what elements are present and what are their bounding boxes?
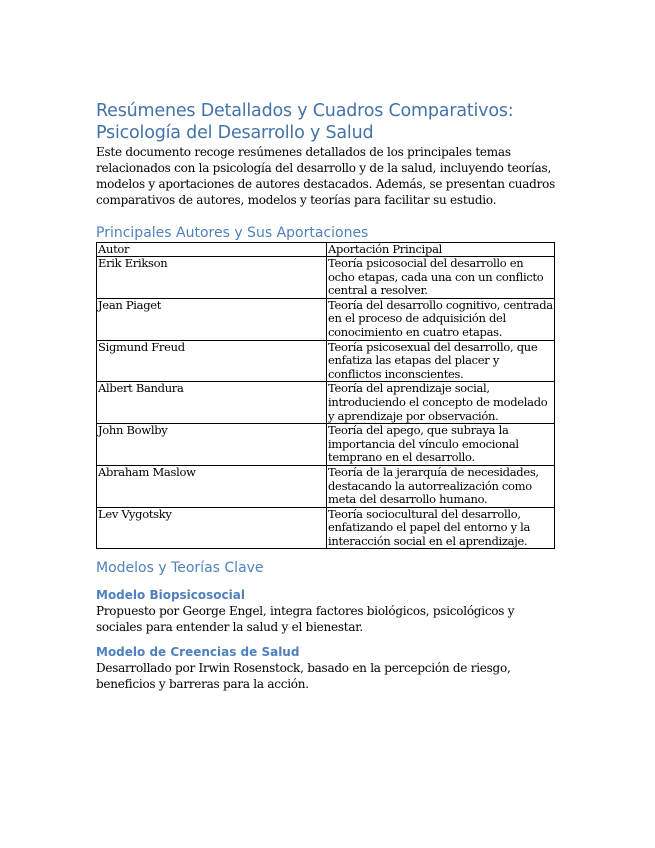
table-row <box>97 465 555 507</box>
contribution-cell: Teoría del desarrollo cognitivo, centrada en el proceso de adquisición del conocimiento en cuatro etapas. <box>328 297 553 339</box>
model-description-health-beliefs: Desarrollado por Irwin Rosenstock, basado en la percepción de riesgo, beneficios y barreras para la acción. <box>96 661 511 692</box>
author-cell: Albert Bandura <box>97 382 327 424</box>
contribution-cell: Teoría psicosocial del desarrollo en ocho etapas, cada una con un conflicto central a resolver. <box>327 257 555 299</box>
authors-table <box>96 242 555 549</box>
contribution-cell: Teoría psicosexual del desarrollo, que enfatiza las etapas del placer y conflictos inconscientes. <box>327 340 555 382</box>
table-header-row <box>97 243 555 257</box>
author-cell: Jean Piaget <box>97 298 327 340</box>
model-description-biopsychosocial: Propuesto por George Engel, integra factores biológicos, psicológicos y sociales para entender la salud y el bienestar. <box>96 604 515 635</box>
table-row <box>97 382 555 424</box>
author-cell: John Bowlby <box>97 424 327 466</box>
table-row <box>97 340 555 382</box>
contribution-cell: Teoría de la jerarquía de necesidades, destacando la autorrealización como meta del desarrollo humano. <box>327 465 555 507</box>
author-cell: Lev Vygotsky <box>97 507 327 549</box>
author-cell: Erik Erikson <box>97 257 327 299</box>
author-cell: Abraham Maslow <box>97 465 327 507</box>
table-row <box>97 424 555 466</box>
table-row <box>97 507 555 549</box>
table-row <box>97 298 555 340</box>
contribution-cell: Teoría del apego, que subraya la importancia del vínculo emocional temprano en el desarrollo. <box>327 424 555 466</box>
document-page <box>96 100 556 692</box>
model-heading-biopsychosocial: Modelo Biopsicosocial <box>96 588 245 603</box>
document-title: Resúmenes Detallados y Cuadros Comparativos: Psicología del Desarrollo y Salud <box>96 101 514 143</box>
author-cell: Sigmund Freud <box>97 340 327 382</box>
intro-paragraph: Este documento recoge resúmenes detallados de los principales temas relacionados con la psicología del desarrollo y de la salud, incluyendo teorías, modelos y aportaciones de autores destacados. Además, se presentan cuadros comparativos de autores, modelos y teorías para facilitar su estudio. <box>96 145 555 207</box>
contribution-cell: Teoría del aprendizaje social, introduciendo el concepto de modelado y aprendizaje por observación. <box>327 382 555 424</box>
table-row <box>97 257 555 299</box>
authors-section-heading: Principales Autores y Sus Aportaciones <box>96 225 369 241</box>
contribution-cell: Teoría sociocultural del desarrollo, enfatizando el papel del entorno y la interacción social en el aprendizaje. <box>327 507 555 549</box>
column-header-author: Autor <box>97 243 327 257</box>
column-header-contribution: Aportación Principal <box>327 243 555 257</box>
models-section-heading: Modelos y Teorías Clave <box>96 560 264 577</box>
model-heading-health-beliefs: Modelo de Creencias de Salud <box>96 645 300 660</box>
